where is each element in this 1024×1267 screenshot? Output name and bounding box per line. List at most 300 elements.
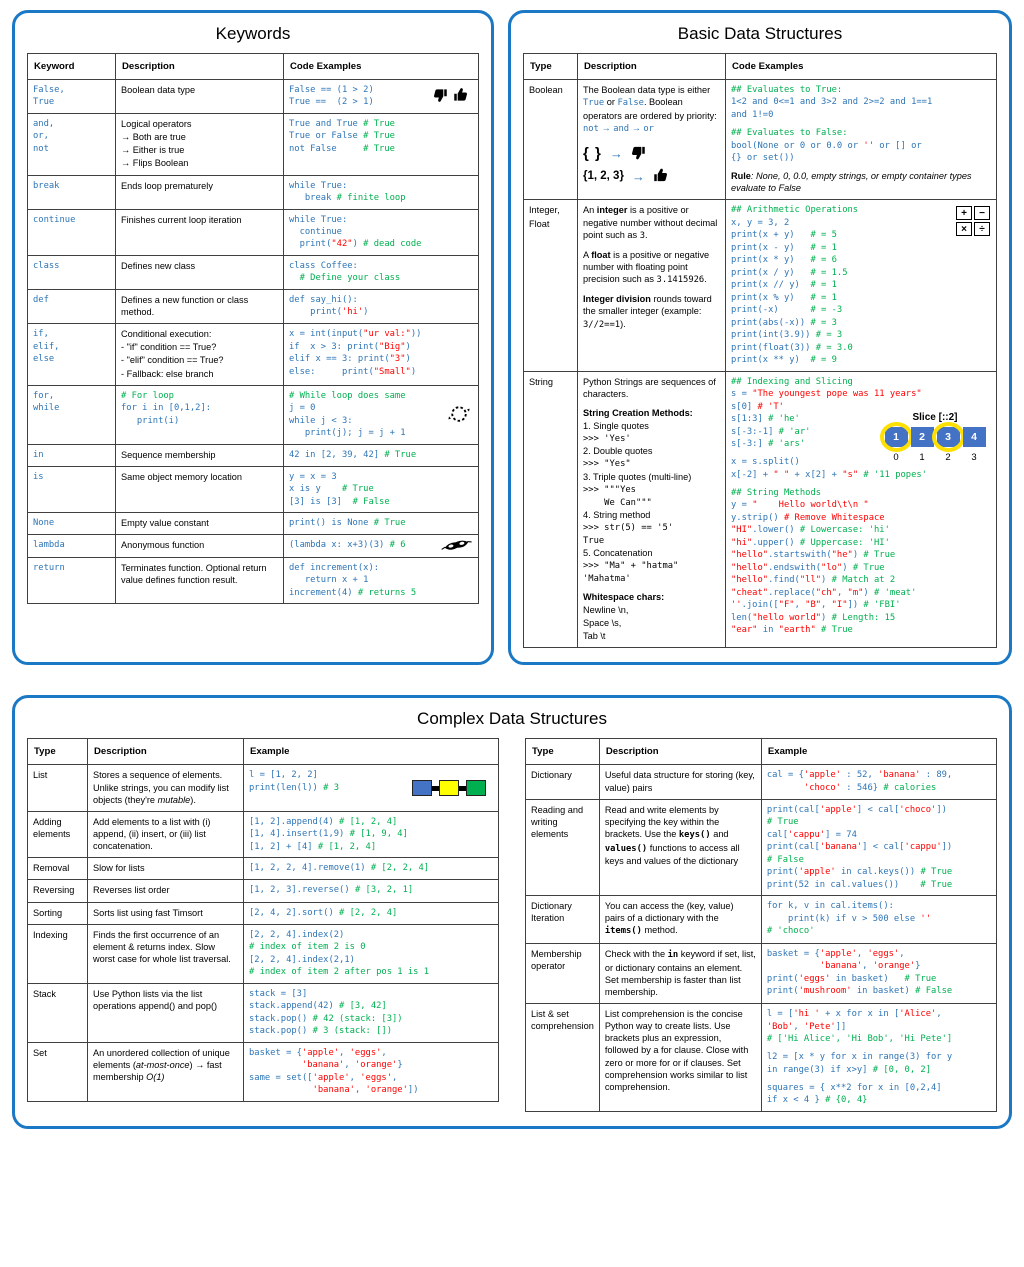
slice-index: 2: [945, 451, 951, 463]
code-line: basket = {'apple', 'eggs',: [766, 948, 905, 959]
column-header: Type: [28, 739, 88, 765]
description-cell: [116, 80, 284, 114]
column-header: Type: [526, 739, 600, 765]
table-row: [28, 765, 499, 811]
code-cell: [244, 902, 499, 924]
column-header: Description: [578, 54, 726, 80]
type-cell: [28, 466, 116, 512]
description-cell: [88, 880, 244, 902]
code-line: class Coffee:: [289, 260, 358, 271]
code-line: print(x + y) # = 5: [731, 230, 837, 241]
code-line: def increment(x):: [289, 562, 380, 573]
code-line: None: [33, 518, 55, 529]
text-line: Space \s,: [583, 618, 622, 629]
code-line: "hello".find("ll") # Match at 2: [731, 575, 896, 586]
table-head: [28, 739, 499, 765]
description-cell: [88, 1042, 244, 1101]
code-cell: [284, 255, 479, 289]
type-cell: [524, 371, 578, 648]
text-line: String: [529, 376, 554, 387]
code-line: [1, 2, 3].reverse() # [3, 2, 1]: [249, 885, 414, 896]
code-line: 1<2 and 0<=1 and 3>2 and 2>=2 and 1==1: [731, 97, 933, 108]
code-line: for i in [0,1,2]:: [121, 403, 212, 414]
type-cell: [526, 1004, 600, 1112]
code-line: len("hello world") # Length: 15: [731, 612, 896, 623]
description-cell: [88, 811, 244, 857]
column-header: Type: [524, 54, 578, 80]
table-row: [28, 113, 479, 175]
box-connector: [459, 786, 466, 791]
text-line: Ends loop prematurely: [121, 180, 213, 191]
code-cell: [284, 557, 479, 603]
code-line: 'banana', 'orange'}: [819, 961, 921, 972]
code-line: if,: [33, 329, 49, 340]
code-line: "cheat".replace("ch", "m") # 'meat': [731, 587, 917, 598]
slice-box: 2: [911, 427, 934, 447]
code-cell: [761, 1004, 996, 1112]
complex-right-table: [525, 738, 997, 1111]
full-container-row: [583, 168, 720, 185]
text-line: Sorting: [33, 907, 63, 918]
complex-left-container: [27, 738, 499, 1111]
code-cell: [244, 765, 499, 811]
text-line: Sequence membership: [121, 449, 216, 460]
code-line: print('apple' in cal.keys()) # True: [766, 867, 953, 878]
description-cell: [116, 113, 284, 175]
table-row: [28, 557, 479, 603]
slice-box: 4: [963, 427, 986, 447]
code-cell: [761, 765, 996, 799]
code-cell: [244, 811, 499, 857]
text-line: Slow for lists: [93, 863, 145, 874]
table-head: [526, 739, 997, 765]
code-line: [1, 2, 2, 4].remove(1) # [2, 2, 4]: [249, 863, 430, 874]
code-line: False,: [33, 85, 65, 95]
type-cell: [28, 924, 88, 983]
text-line: Anonymous function: [121, 540, 205, 551]
table-row: [28, 924, 499, 983]
code-cell: [761, 896, 996, 944]
text-line: Membership operator: [531, 948, 582, 972]
code-line: True and True # True: [289, 118, 395, 129]
text-line: Terminates function. Optional return value defines function result.: [121, 562, 267, 585]
type-cell: [28, 811, 88, 857]
type-cell: [28, 513, 116, 535]
code-line: lambda: [33, 540, 65, 551]
code-line: not False # True: [289, 143, 395, 154]
text-line: Python Strings are sequences of characters.: [583, 376, 716, 399]
code-line: [1, 2] + [4] # [1, 2, 4]: [249, 841, 377, 852]
code-line: "ear" in "earth" # True: [731, 625, 853, 636]
code-line: True or False # True: [289, 131, 395, 142]
slice-index: 0: [893, 451, 899, 463]
code-cell: [244, 858, 499, 880]
code-line: for,: [33, 390, 55, 401]
slice-label: Slice [::2]: [912, 411, 958, 423]
thumbs-down-icon: [631, 145, 646, 162]
code-cell: [284, 175, 479, 209]
keywords-panel-title: Keywords: [215, 24, 291, 43]
description-cell: [578, 200, 726, 371]
text-line: Newline \n,: [583, 605, 629, 615]
text-line: List: [33, 770, 48, 781]
text-line: - Fallback: else branch: [121, 368, 214, 379]
column-header: Code Examples: [726, 54, 997, 80]
text-line: Conditional execution:: [121, 329, 212, 340]
code-line: basket = {'apple', 'eggs',: [249, 1047, 387, 1058]
table-row: [526, 799, 997, 895]
type-cell: [526, 765, 600, 799]
code-line: s[1:3] # 'he': [731, 414, 800, 425]
table-row: [28, 513, 479, 535]
code-line: if x > 3: print("Big"): [289, 341, 411, 352]
code-line: break: [33, 180, 60, 191]
text-line: Read and write elements by specifying the key within the brackets. Use the keys() and values() functions to access all keys and values of the dictionary: [604, 804, 740, 867]
text-line: List comprehension is the concise Python way to create lists. Use brackets plus an expression, followed by a for clause. Close with zero or more for or if clauses. Set comprehension works similar to list comprehension.: [604, 1009, 749, 1092]
code-line: continue: [33, 214, 76, 225]
code-line: print(abs(-x)) # = 3: [731, 317, 837, 328]
table-body: [28, 765, 499, 1101]
description-cell: [116, 385, 284, 444]
code-line: "hi".upper() # Uppercase: 'HI': [731, 537, 890, 548]
code-cell: [284, 513, 479, 535]
description-cell: [88, 765, 244, 811]
code-line: and,: [33, 118, 55, 129]
code-cell: [244, 983, 499, 1042]
text-line: Integer,: [529, 205, 560, 216]
code-line: False == (1 > 2): [289, 85, 374, 95]
code-line: else: print("Small"): [289, 366, 417, 377]
code-line: print('hi'): [289, 307, 369, 318]
mask-icon: [441, 539, 472, 553]
code-line: 42 in [2, 39, 42] # True: [289, 449, 417, 460]
code-line: elif x == 3: print("3"): [289, 354, 411, 365]
code-line: increment(4) # returns 5: [289, 587, 417, 598]
code-line: # False: [766, 854, 804, 865]
type-cell: [28, 880, 88, 902]
code-cell: [244, 1042, 499, 1101]
text-line: Reverses list order: [93, 885, 170, 896]
code-line: y = x = 3: [289, 471, 337, 482]
code-line: [3] is [3] # False: [289, 496, 390, 507]
type-cell: [28, 444, 116, 466]
code-line: ## String Methods: [731, 487, 822, 498]
keywords-table-container: [27, 53, 479, 604]
table-row: [28, 880, 499, 902]
text-line: Finishes current loop iteration: [121, 214, 242, 225]
code-line: print(cal['banana'] < cal['cappu']): [766, 842, 953, 853]
complex-panel-title: Complex Data Structures: [417, 709, 607, 729]
text-line: Finds the first occurrence of an element & returns index. Slow worst case for whole list traversal.: [93, 929, 231, 964]
code-line: for k, v in cal.items():: [766, 901, 894, 912]
code-line: # For loop: [121, 390, 174, 401]
code-cell: [726, 80, 997, 200]
table-head: [28, 54, 479, 80]
code-line: {} or set()): [731, 153, 795, 164]
description-cell: [116, 535, 284, 557]
code-line: ## Indexing and Slicing: [731, 376, 853, 387]
code-line: s[-3:] # 'ars': [731, 439, 806, 450]
text-line: Dictionary Iteration: [531, 901, 572, 924]
code-cell: [284, 209, 479, 255]
type-cell: [28, 209, 116, 255]
code-line: # Define your class: [289, 273, 401, 284]
table-row: [28, 209, 479, 255]
text-line: → Either is true: [121, 145, 185, 156]
table-head: [524, 54, 997, 80]
code-line: l2 = [x * y for x in range(3) for y: [766, 1052, 953, 1063]
description-cell: [116, 209, 284, 255]
code-line: y = " Hello world\t\n ": [731, 500, 869, 511]
table-row: [524, 371, 997, 648]
code-line: "HI".lower() # Lowercase: 'hi': [731, 525, 890, 536]
basic-panel-title: Basic Data Structures: [677, 24, 843, 43]
code-cell: [726, 200, 997, 371]
text-line: Rule: None, 0, 0.0, empty strings, or empty container types evaluate to False: [731, 171, 972, 194]
code-line: print(x * y) # = 6: [731, 255, 837, 266]
description-cell: [578, 371, 726, 648]
code-line: # True: [766, 817, 799, 828]
code-line: True: [33, 97, 55, 108]
keywords-panel: [12, 10, 494, 665]
text-line: 5. Concatenation: [583, 548, 653, 559]
code-cell: [726, 371, 997, 648]
code-line: print(k) if v > 500 else '': [766, 913, 932, 924]
code-cell: [244, 924, 499, 983]
column-header: Code Examples: [284, 54, 479, 80]
slice-box: 1: [885, 427, 908, 447]
text-line: Float: [529, 218, 550, 229]
code-line: print(x % y) # = 1: [731, 292, 837, 303]
basic-data-structures-panel: [508, 10, 1012, 665]
code-line: j = 0: [289, 403, 316, 414]
code-line: 'choco' : 546} # calories: [803, 782, 937, 793]
code-line: or,: [33, 131, 49, 142]
code-cell: [284, 113, 479, 175]
code-line: 'Mahatma': [583, 573, 631, 584]
table-row: [28, 535, 479, 557]
text-line: → Both are true: [121, 132, 186, 143]
list-box: [466, 780, 486, 796]
table-row: [28, 811, 499, 857]
description-cell: [599, 1004, 761, 1112]
text-line: Boolean: [529, 85, 563, 95]
table-body: [526, 765, 997, 1111]
code-cell: [761, 799, 996, 895]
table-row: [28, 324, 479, 386]
thumbs-down-icon: [433, 88, 448, 105]
table-row: [28, 902, 499, 924]
arrow-icon: →: [631, 168, 645, 184]
code-cell: [244, 880, 499, 902]
code-line: # index of item 2 after pos 1 is 1: [249, 967, 430, 978]
code-line: print(len(l)) # 3: [249, 782, 340, 793]
code-line: >>> "Yes": [583, 459, 631, 470]
type-cell: [28, 113, 116, 175]
complex-two-columns: [27, 738, 997, 1111]
text-line: Reading and writing elements: [531, 804, 584, 839]
code-line: continue: [289, 226, 342, 237]
slice-box: 3: [937, 427, 960, 447]
description-cell: [88, 924, 244, 983]
table-row: [526, 896, 997, 944]
code-line: print(-x) # = -3: [731, 305, 843, 316]
text-line: Dictionary: [531, 770, 572, 781]
slice-boxes: [876, 427, 994, 447]
list-boxes-graphic: [412, 780, 486, 796]
text-line: Use Python lists via the list operations append() and pop(): [93, 988, 218, 1011]
calc-key: ×: [956, 222, 972, 236]
header-row: [28, 54, 479, 80]
code-line: print("42") # dead code: [289, 239, 422, 250]
code-line: 'banana', 'orange']): [312, 1085, 419, 1096]
code-line: 'banana', 'orange'}: [301, 1060, 403, 1071]
table-row: [28, 983, 499, 1042]
loop-cycle-icon: [448, 403, 470, 426]
type-cell: [524, 200, 578, 371]
description-cell: [88, 858, 244, 880]
box-connector: [432, 786, 439, 791]
code-line: # While loop does same: [289, 390, 406, 401]
code-line: >>> "Ma" + "hatma": [583, 561, 679, 572]
code-line: x[-2] + " " + x[2] + "s" # '11 popes': [731, 469, 927, 480]
text-line: Check with the in keyword if set, list, or dictionary contains an element. Set membership is faster than list membership.: [604, 948, 756, 997]
code-cell: [284, 535, 479, 557]
full-set-text: {1, 2, 3}: [583, 170, 624, 182]
table-body: [28, 80, 479, 604]
text-line: Sorts list using fast Timsort: [93, 907, 203, 918]
description-cell: [578, 80, 726, 200]
code-cell: [284, 324, 479, 386]
text-line: 2. Double quotes: [583, 446, 653, 457]
text-line: Set: [33, 1047, 47, 1058]
code-line: print(i): [121, 415, 180, 426]
table-row: [28, 444, 479, 466]
code-line: [1, 2].append(4) # [1, 2, 4]: [249, 816, 398, 827]
code-line: 'Bob', 'Pete']]: [766, 1021, 847, 1032]
code-line: return x + 1: [289, 575, 369, 586]
text-line: Same object memory location: [121, 471, 243, 482]
description-cell: [116, 289, 284, 323]
type-cell: [28, 535, 116, 557]
code-line: while: [33, 403, 60, 414]
code-line: print(52 in cal.values()) # True: [766, 879, 953, 890]
code-line: ## Evaluates to True:: [731, 85, 843, 95]
code-line: def say_hi():: [289, 294, 358, 305]
code-line: cal = {'apple' : 52, 'banana' : 89,: [766, 770, 953, 781]
code-line: # index of item 2 is 0: [249, 942, 366, 953]
text-line: → Flips Boolean: [121, 158, 189, 169]
table-row: [28, 1042, 499, 1101]
code-line: print(x / y) # = 1.5: [731, 267, 848, 278]
header-row: [28, 739, 499, 765]
complex-right-container: [525, 738, 997, 1111]
thumbs-up-icon: [453, 88, 468, 105]
code-line: while True:: [289, 214, 348, 225]
code-line: cal['cappu'] = 74: [766, 829, 857, 840]
code-line: elif,: [33, 341, 60, 352]
code-line: (lambda x: x+3)(3) # 6: [289, 540, 406, 551]
description-cell: [88, 902, 244, 924]
code-line: if x < 4 } # {0, 4}: [766, 1095, 868, 1106]
code-line: l = ['hi ' + x for x in ['Alice',: [766, 1009, 942, 1020]
code-line: >>> """Yes: [583, 485, 636, 496]
code-line: class: [33, 260, 60, 271]
text-line: String Creation Methods:: [583, 407, 693, 418]
code-line: ## Evaluates to False:: [731, 128, 848, 139]
code-line: while True:: [289, 180, 348, 191]
code-line: ## Arithmetic Operations: [731, 205, 859, 216]
text-line: Reversing: [33, 885, 75, 896]
slice-indices: [876, 452, 994, 463]
code-line: x = int(input("ur val:")): [289, 329, 422, 340]
type-cell: [28, 983, 88, 1042]
code-line: return: [33, 562, 65, 573]
text-line: Empty value constant: [121, 518, 209, 529]
calc-key: +: [956, 206, 972, 220]
type-cell: [28, 324, 116, 386]
text-line: Integer division rounds toward the smaller integer (example: 3//2==1).: [583, 294, 712, 330]
code-line: stack.append(42) # [3, 42]: [249, 1001, 387, 1012]
code-cell: [284, 289, 479, 323]
empty-set-text: { }: [583, 144, 602, 162]
type-cell: [526, 943, 600, 1003]
code-line: # ['Hi Alice', 'Hi Bob', 'Hi Pete']: [766, 1033, 953, 1044]
description-cell: [116, 255, 284, 289]
code-line: s[-3:-1] # 'ar': [731, 426, 811, 437]
table-row: [526, 765, 997, 799]
text-line: A float is a positive or negative number with floating point precision such as 3.1415926.: [583, 249, 710, 286]
code-line: in: [33, 449, 44, 460]
code-cell: [284, 80, 479, 114]
code-line: l = [1, 2, 2]: [249, 770, 318, 781]
description-cell: [116, 466, 284, 512]
code-line: print(float(3)) # = 3.0: [731, 342, 853, 353]
code-line: x, y = 3, 2: [731, 217, 790, 228]
boolean-truthiness-diagram: [583, 145, 720, 185]
text-line: 3. Triple quotes (multi-line): [583, 471, 692, 482]
code-line: [2, 2, 4].index(2,1): [249, 954, 355, 965]
basic-table-container: [523, 53, 997, 648]
column-header: Description: [599, 739, 761, 765]
type-cell: [28, 80, 116, 114]
slice-index: 3: [971, 451, 977, 463]
text-line: Tab \t: [583, 631, 606, 642]
type-cell: [28, 1042, 88, 1101]
code-cell: [284, 385, 479, 444]
table-row: [28, 289, 479, 323]
code-line: y.strip() # Remove Whitespace: [731, 512, 885, 523]
table-row: [524, 200, 997, 371]
header-row: [526, 739, 997, 765]
text-line: The Boolean data type is either True or False. Boolean operators are ordered by priority: not → and → or: [583, 85, 717, 134]
code-line: # 'choco': [766, 926, 815, 937]
text-line: Indexing: [33, 929, 68, 940]
description-cell: [599, 896, 761, 944]
description-cell: [88, 983, 244, 1042]
type-cell: [28, 385, 116, 444]
column-header: Example: [761, 739, 996, 765]
calculator-icon: [956, 206, 990, 236]
type-cell: [526, 799, 600, 895]
description-cell: [116, 444, 284, 466]
type-cell: [28, 175, 116, 209]
table-row: [526, 1004, 997, 1112]
text-line: Add elements to a list with (i) append, (ii) insert, or (iii) list concatenation.: [93, 816, 211, 852]
table-row: [28, 255, 479, 289]
description-cell: [599, 765, 761, 799]
code-line: stack.pop() # 42 (stack: [3]): [249, 1013, 403, 1024]
